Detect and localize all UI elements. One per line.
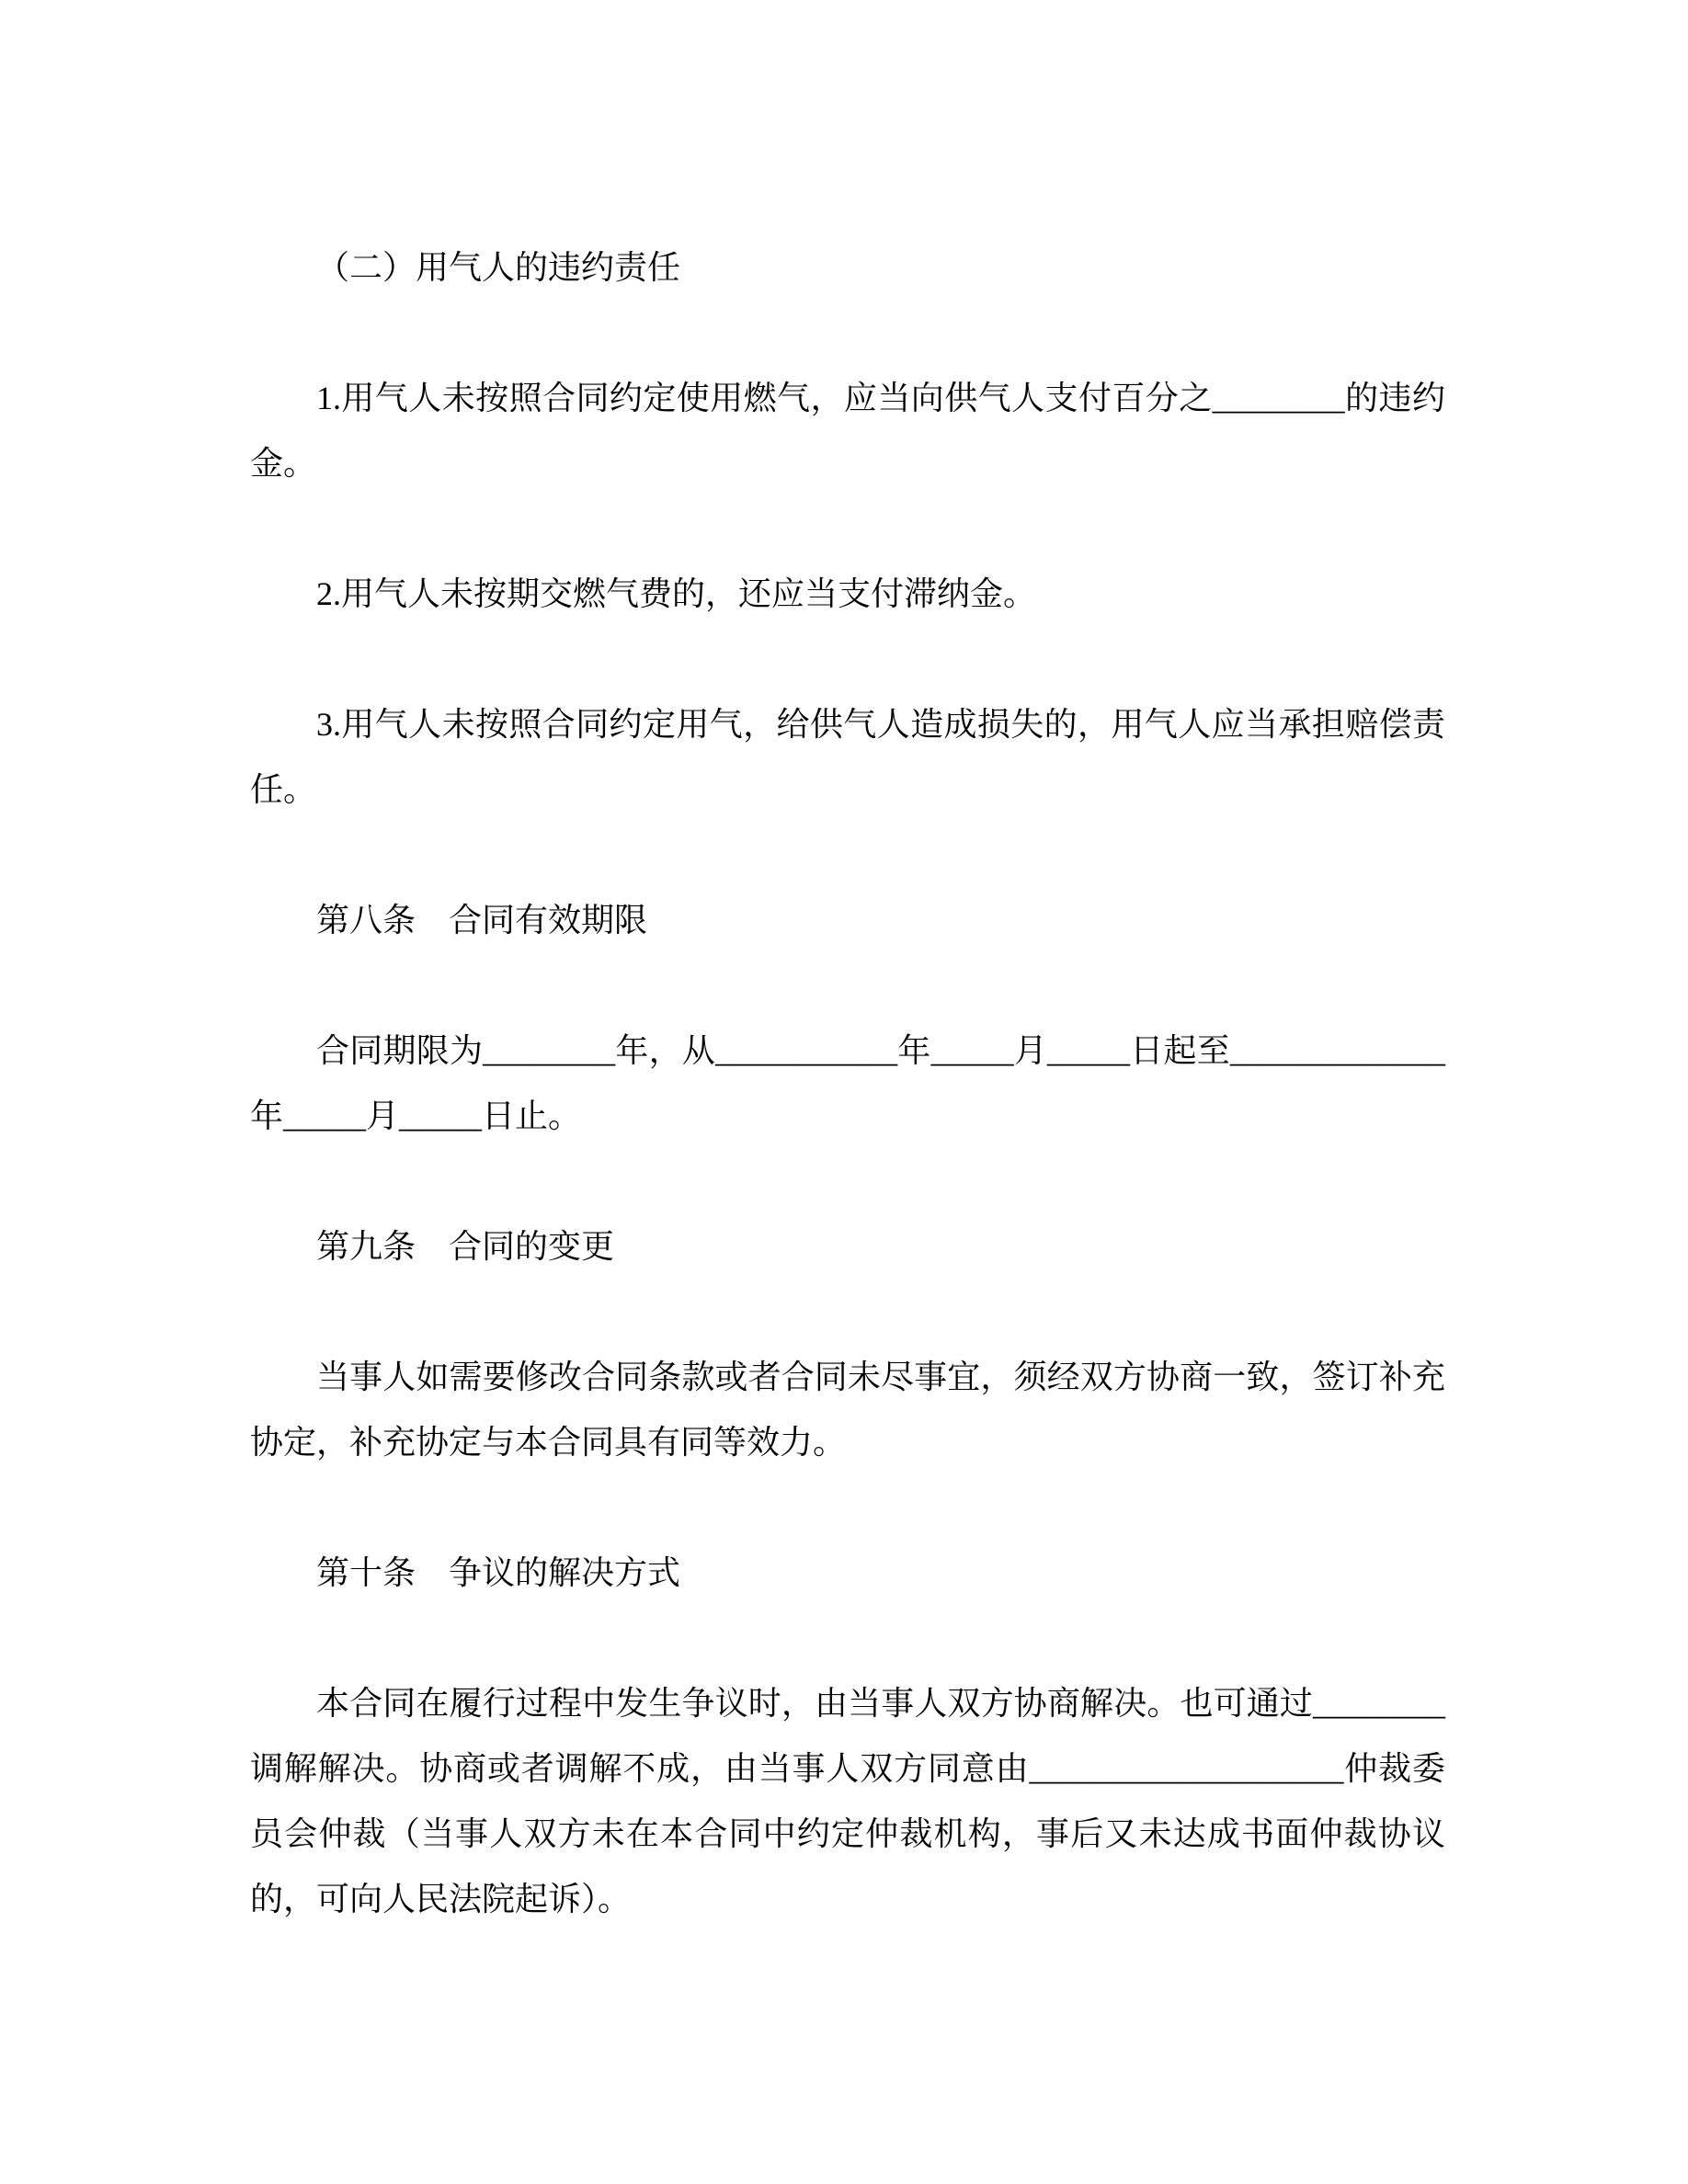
contract-paragraph: 3.用气人未按照合同约定用气，给供气人造成损失的，用气人应当承担赔偿责任。 (250, 706, 1445, 808)
contract-paragraph: 当事人如需要修改合同条款或者合同未尽事宜，须经双方协商一致，签订补充协定，补充协定与本合同具有同等效力。 (250, 1359, 1445, 1461)
contract-paragraph: 1.用气人未按照合同约定使用燃气，应当向供气人支付百分之________的违约金。 (250, 380, 1445, 482)
section-heading: 第十条 争议的解决方式 (316, 1554, 681, 1591)
contract-paragraph: 本合同在履行过程中发生争议时，由当事人双方协商解决。也可通过________调解解决。协商或者调解不成，由当事人双方同意由___________________仲裁委员会仲裁（当事人双方未在本合同中约定仲裁机构，事后又未达成书面仲裁协议的，可向人民法院起诉）。 (250, 1685, 1445, 1917)
section-heading: 第八条 合同有效期限 (316, 902, 648, 938)
contract-paragraph: 合同期限为________年，从___________年_____月_____日起至_____________年_____月_____日止。 (250, 1032, 1445, 1134)
section-heading: 第九条 合同的变更 (316, 1228, 615, 1265)
contract-paragraph: 2.用气人未按期交燃气费的，还应当支付滞纳金。 (316, 575, 1037, 612)
contract-text-block (250, 235, 1445, 1932)
section-heading: （二）用气人的违约责任 (316, 249, 681, 286)
